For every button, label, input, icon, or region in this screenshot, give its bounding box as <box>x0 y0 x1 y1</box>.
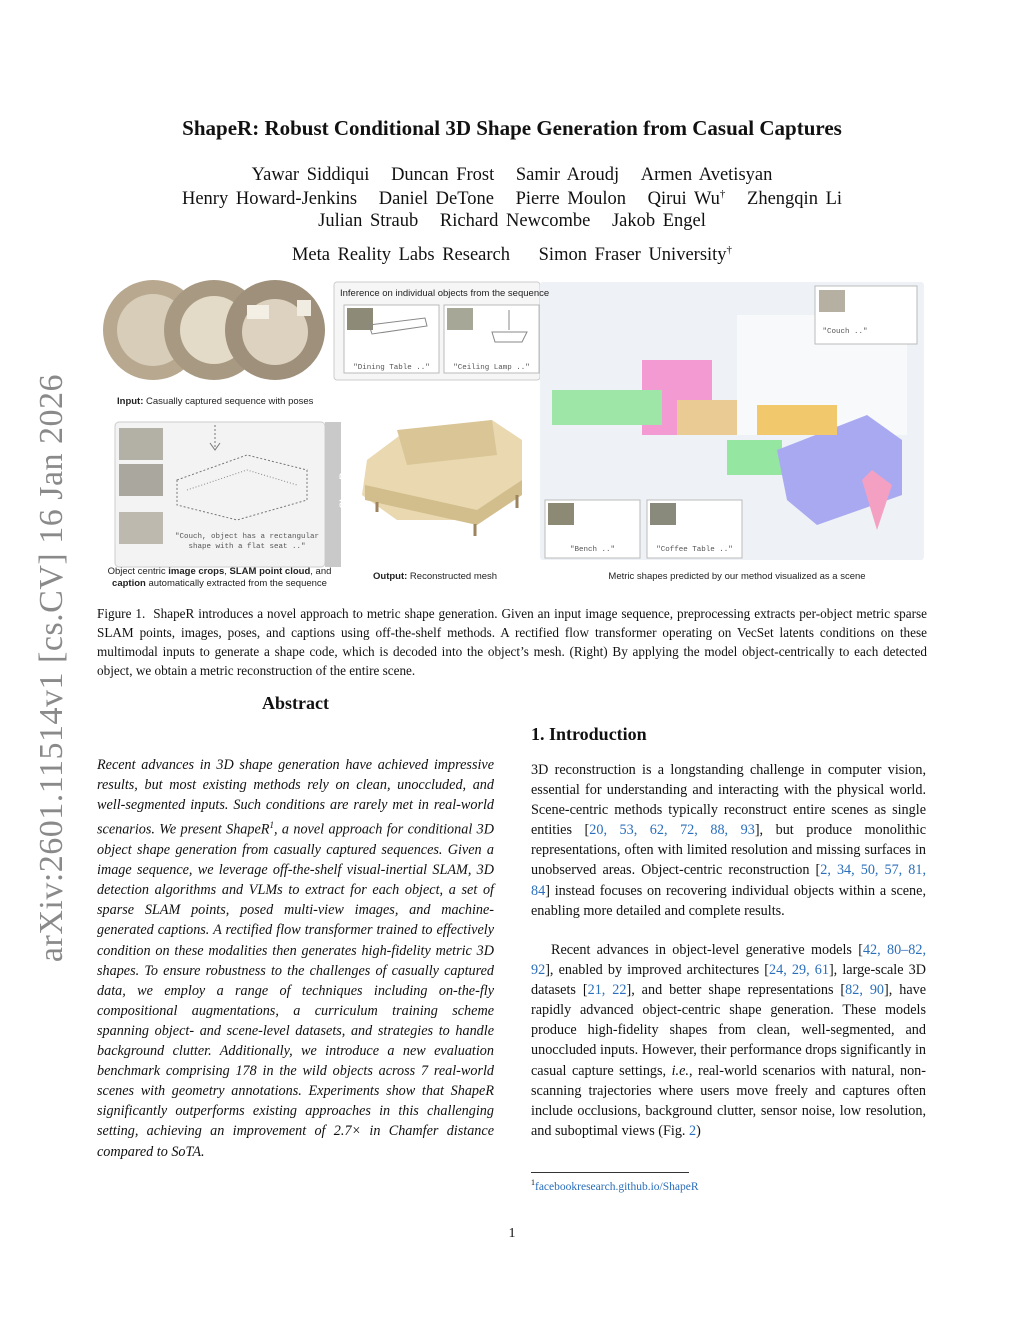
caption-couch-long: "Couch, object has a rectangular shape with a flat seat .." <box>174 533 320 551</box>
author: Pierre Moulon <box>515 189 626 210</box>
citation-link[interactable]: 2, 34, 50, 57, 81, 84 <box>531 862 926 899</box>
author: Duncan Frost <box>391 165 495 185</box>
paper-title: ShapeR: Robust Conditional 3D Shape Generation from Casual Captures <box>182 116 842 140</box>
shaper-tag: ShapeR <box>338 472 350 509</box>
inference-label: Inference on individual objects from the sequence <box>340 288 550 299</box>
citation-link[interactable]: 24, 29, 61 <box>769 962 829 979</box>
author: Daniel DeTone <box>378 189 494 210</box>
author-line-3 <box>0 211 1024 232</box>
author-line-2 <box>0 188 1024 210</box>
author: Henry Howard-Jenkins <box>181 189 358 210</box>
fisheye-images <box>103 280 325 380</box>
author: Qirui Wu† <box>647 188 726 210</box>
affiliations <box>0 244 1024 266</box>
figure-graphic <box>97 280 927 600</box>
figure-label: Figure 1. <box>97 606 146 621</box>
figure-caption: Figure 1. ShapeR introduces a novel approach to metric shape generation. Given an input image sequence, preprocessing extracts per-object metric sparse SLAM points, images, poses, and captions using off-the-shelf methods. A rectified flow transformer operating on VecSet latents conditions on these multimodal inputs to generate a shape code, which is decoded into the object’s mesh. (Right) By applying the model object-centrically to each detected object, we obtain a metric reconstruction of the entire scene. <box>97 606 928 678</box>
couch-mesh <box>362 420 522 536</box>
dagger-mark: † <box>726 244 733 256</box>
arxiv-stamp: arXiv:2601.11514v1 [cs.CV] 16 Jan 2026 <box>33 373 70 963</box>
author: Yawar Siddiqui <box>251 165 370 185</box>
author: Richard Newcombe <box>439 211 591 231</box>
input-label: Input: Casually captured sequence with poses <box>117 396 314 407</box>
abstract-heading: Abstract <box>262 693 329 713</box>
author: Armen Avetisyan <box>640 165 773 185</box>
caption-ceiling-lamp: "Ceiling Lamp .." <box>453 364 530 372</box>
caption-bench: "Bench .." <box>569 546 615 554</box>
figure-1 <box>97 280 927 600</box>
citation-link[interactable]: 21, 22 <box>587 982 627 999</box>
intro-heading: 1. Introduction <box>531 724 647 744</box>
caption-couch: "Couch .." <box>822 328 868 336</box>
affiliation: Simon Fraser University† <box>538 244 733 266</box>
footnote-mark: 1 <box>269 820 274 831</box>
citation-link[interactable]: 82, 90 <box>845 982 885 999</box>
citation-link[interactable]: 20, 53, 62, 72, 88, 93 <box>589 822 755 839</box>
author: Julian Straub <box>318 211 419 231</box>
crops-label: Object centric image crops, SLAM point cloud, and caption automatically extracted from the sequence <box>107 566 332 589</box>
caption-coffee-table: "Coffee Table .." <box>656 546 733 554</box>
scene-render <box>540 282 924 560</box>
scene-label: Metric shapes predicted by our method visualized as a scene <box>608 571 866 582</box>
abstract-body: Recent advances in 3D shape generation have achieved impressive results, but most existing methods rely on clean, unoccluded, and well-segmented inputs. Such conditions are rarely met in real-world scenarios. We present ShapeR$^1$, a novel approach for conditional 3D object shape generation from casually captured sequences. Given a image sequence, we leverage off-the-shelf visual-inertial SLAM, 3D detection algorithms and VLMs to extract for each object, a set of sparse SLAM points, posed multi-view images, and machine-generated captions. A rectified flow transformer trained to effectively condition on these modalities then generates high-fidelity metric 3D shapes. To ensure robustness to the challenges of casually captured data, we employ a range of techniques including on-the-fly compositional augmentations, a curriculum training scheme spanning object- and scene-level datasets, and strategies to handle background clutter. Additionally, we introduce a new evaluation benchmark comprising 178 in the wild objects across 7 real-world scenes with geometry annotations. Experiments show that ShapeR significantly outperforms existing approaches in this challenging setting, achieving an improvement of 2.7× in Chamfer distance compared to SoTA. <box>97 757 494 1160</box>
intro-paragraph-2: Recent advances in object-level generative models [42, 80–82, 92], enabled by improved architectures [24, 29, 61], large-scale 3D datasets [21, 22], and better shape representations [82, 90], have rapidly advanced object-centric shape generation. These models produce high-fidelity shapes from clean, well-segmented, and unoccluded inputs. However, their performance drops significantly in casual capture settings, i.e., real-world scenarios with natural, non-scanning trajectories where users move freely and captures often include occlusions, background clutter, sensor noise, low resolution, and suboptimal views (Fig. 2) <box>531 942 927 1139</box>
intro-paragraph-1: 3D reconstruction is a longstanding challenge in computer vision, essential for understanding and interacting with the physical world. Scene-centric methods typically reconstruct entire scenes as single entities [20, 53, 62, 72, 88, 93], but produce monolithic representations, often with limited resolution and missing surfaces in unobserved areas. Object-centric reconstruction [2, 34, 50, 57, 81, 84] instead focuses on recovering individual objects within a scene, enabling more detailed and complete results. <box>531 762 927 919</box>
citation-link[interactable]: 42, 80–82, 92 <box>531 942 926 979</box>
figure-link[interactable]: 2 <box>689 1122 697 1139</box>
footnote[interactable]: $^1$facebookresearch.github.io/ShapeR <box>531 1178 699 1193</box>
affiliation: Meta Reality Labs Research <box>291 245 511 266</box>
dagger-mark: † <box>719 188 726 200</box>
author-line-1 <box>0 165 1024 186</box>
author: Jakob Engel <box>611 211 706 231</box>
author: Samir Aroudj <box>515 165 620 185</box>
output-label: Output: Reconstructed mesh <box>373 571 498 582</box>
author: Zhengqin Li <box>747 189 843 210</box>
footnote-divider <box>531 1172 689 1173</box>
caption-dining-table: "Dining Table .." <box>353 364 430 372</box>
page-number: 1 <box>508 1226 516 1241</box>
